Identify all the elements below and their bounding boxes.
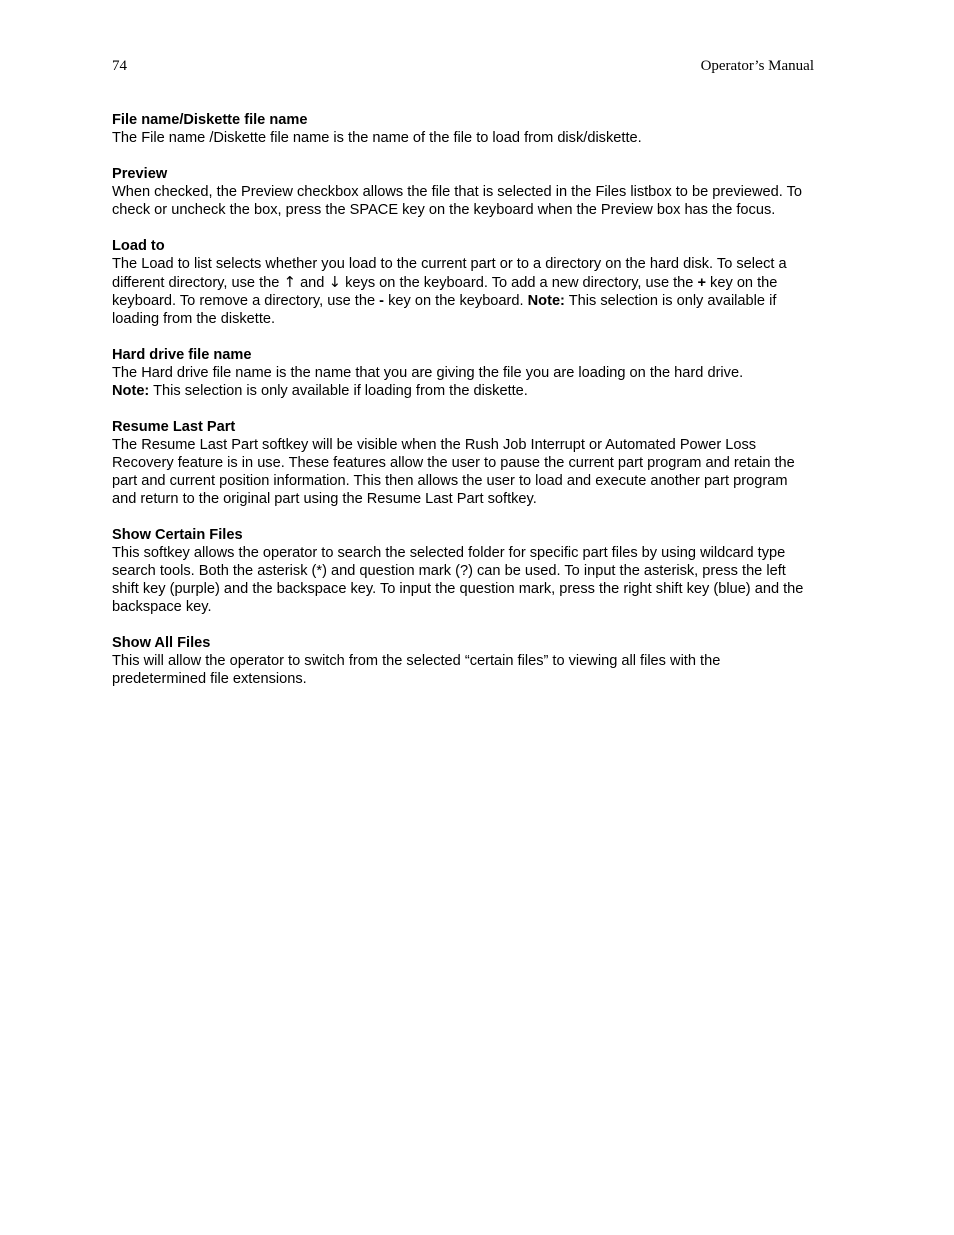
running-title: Operator’s Manual <box>700 58 814 74</box>
section-heading: Resume Last Part <box>112 419 236 435</box>
body-text: keys on the keyboard. To add a new directory, use the <box>341 275 698 291</box>
up-arrow-icon: ↑ <box>283 273 297 291</box>
section-heading: Load to <box>112 238 165 254</box>
section-body <box>112 255 812 328</box>
body-text: key on the keyboard. <box>384 293 528 309</box>
section-heading: Hard drive file name <box>112 347 252 363</box>
section-load-to <box>112 237 812 328</box>
section-show-certain-files <box>112 526 812 616</box>
section-heading: File name/Diskette file name <box>112 112 308 128</box>
body-text: This selection is only available if loading from the diskette. <box>149 383 528 399</box>
section-body: The File name /Diskette file name is the name of the file to load from disk/diskette. <box>112 130 642 146</box>
section-body: This will allow the operator to switch from the selected “certain files” to viewing all files with the predetermined file extensions. <box>112 653 721 687</box>
body-text: and <box>296 275 329 291</box>
section-heading: Show Certain Files <box>112 527 243 543</box>
minus-key: - <box>379 293 385 309</box>
section-resume-last-part <box>112 418 812 508</box>
section-body: When checked, the Preview checkbox allows the file that is selected in the Files listbox to be previewed. To check or uncheck the box, press the SPACE key on the keyboard when the Preview box has the focus. <box>112 184 803 218</box>
body-text: This selection is only available if loading from the diskette. <box>112 293 777 327</box>
body-text: The Load to list selects whether you load to the current part or to a directory on the hard disk. To select a different directory, use the <box>112 256 787 291</box>
page-number: 74 <box>112 58 127 74</box>
section-body: The Resume Last Part softkey will be visible when the Rush Job Interrupt or Automated Power Loss Recovery feature is in use. These features allow the user to pause the current part program and retain the part and current position information. This then allows the user to load and execute another part program and return to the original part using the Resume Last Part softkey. <box>112 437 795 507</box>
section-preview <box>112 165 812 219</box>
note-label: Note: <box>112 383 150 399</box>
section-heading: Preview <box>112 166 168 182</box>
plus-key: + <box>697 275 706 291</box>
section-file-name <box>112 111 812 147</box>
section-show-all-files <box>112 634 812 688</box>
document-body <box>112 111 812 706</box>
section-body: This softkey allows the operator to search the selected folder for specific part files by using wildcard type search tools. Both the asterisk (*) and question mark (?) can be used. To input the asterisk, press the left shift key (purple) and the backspace key. To input the question mark, press the right shift key (blue) and the backspace key. <box>112 545 804 615</box>
section-hard-drive-file-name <box>112 346 812 400</box>
down-arrow-icon: ↓ <box>328 273 342 291</box>
note-label: Note: <box>527 293 565 309</box>
body-text: The Hard drive file name is the name that you are giving the file you are loading on the hard drive. <box>112 365 744 381</box>
section-heading: Show All Files <box>112 635 211 651</box>
section-body <box>112 364 812 400</box>
body-text: key on the keyboard. To remove a directory, use the <box>112 275 778 309</box>
